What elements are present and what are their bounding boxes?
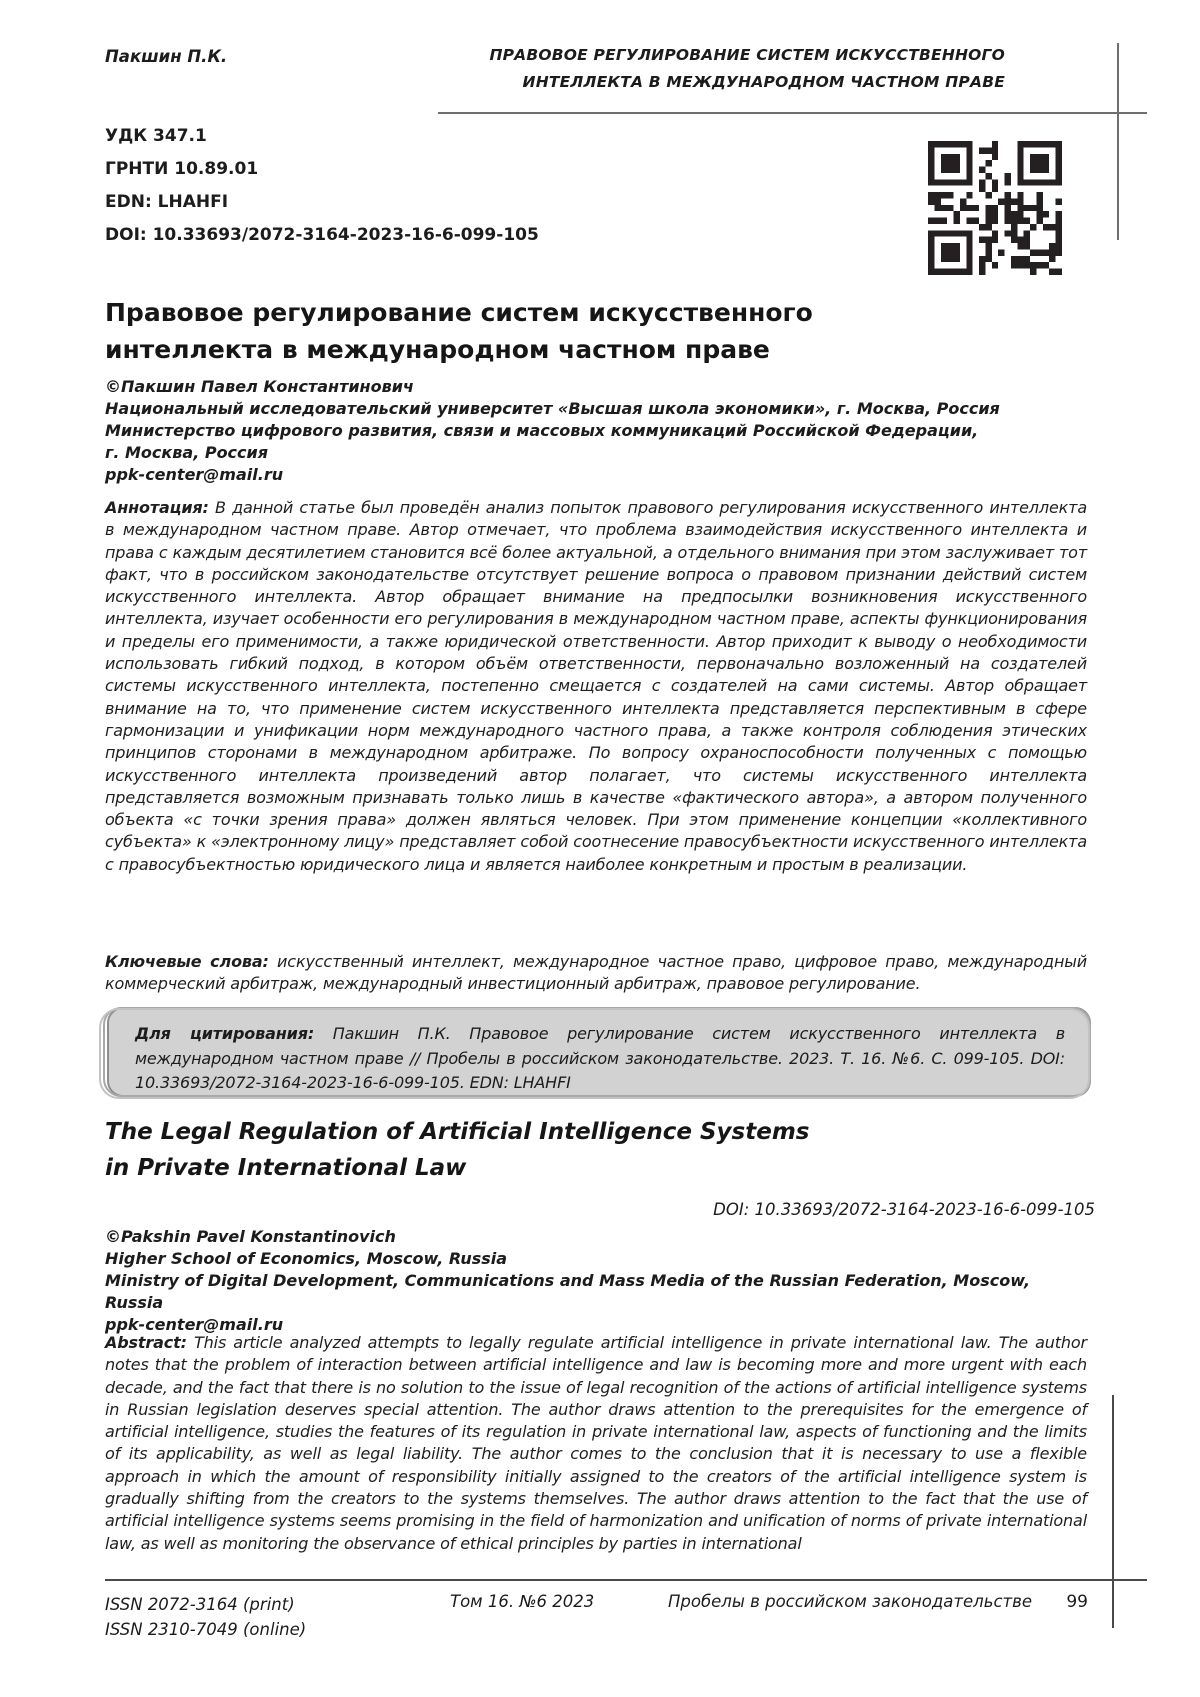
affiliation-ru-1: Национальный исследовательский университет «Высшая школа экономики», г. Москва, Россия	[105, 399, 1000, 418]
author-name-ru: ©Пакшин Павел Константинович	[105, 377, 414, 396]
article-title-en	[105, 1114, 810, 1186]
abstract-en-label: Abstract:	[105, 1333, 187, 1352]
affiliation-ru-3: г. Москва, Россия	[105, 443, 269, 462]
author-affiliation-en	[105, 1226, 1087, 1336]
citation-text: Пакшин П.К. Правовое регулирование систем искусственного интеллекта в международном частном праве // Пробелы в российском законодательстве. 2023. Т. 16. №6. С. 099-105. DOI: 10.33693/2072-3164-2023-16-6-099-105. EDN: LHAHFI	[135, 1024, 1065, 1092]
author-email: ppk-center@mail.ru	[105, 465, 284, 484]
affiliation-en-2: Ministry of Digital Development, Communications and Mass Media of the Russian Federation, Moscow, Russia	[105, 1271, 1031, 1312]
author-affiliation-ru	[105, 376, 1087, 486]
citation-label: Для цитирования:	[135, 1024, 315, 1043]
keywords-ru-label: Ключевые слова:	[105, 952, 269, 971]
abstract-ru-text: В данной статье был проведён анализ попыток правового регулирования искусственного интеллекта в международном частном праве. Автор отмечает, что проблема взаимодействия искусственного интеллекта и права с каждым десятилетием становится всё более актуальной, а отдельного внимания при этом заслуживает тот факт, что в российском законодательстве отсутствует решение вопроса о правовом признании действий систем искусственного интеллекта. Автор обращает внимание на предпосылки возникновения искусственного интеллекта, изучает особенности его регулирования в международном частном праве, аспекты функционирования и пределы его применимости, а также юридической ответственности. Автор приходит к выводу о необходимости использовать гибкий подход, в котором объём ответственности, первоначально возложенный на создателей системы искусственного интеллекта, постепенно смещается с создателей на сами системы. Автор обращает внимание на то, что применение систем искусственного интеллекта представляется перспективным в сфере гармонизации и унификации норм международного частного права, а также контроля соблюдения этических принципов сторонами в международном арбитраже. По вопросу охраноспособности полученных с помощью искусственного интеллекта произведений автор полагает, что системы искусственного интеллекта представляется возможным признавать только лишь в качестве «фактического автора», а автором полученного объекта «с точки зрения права» должен являться человек. При этом применение концепции «коллективного субъекта» к «электронному лицу» представляет собой соотнесение правосубъектности искусственного интеллекта с правосубъектностью юридического лица и является наиболее конкретным и простым в реализации.	[105, 498, 1087, 874]
running-head-author: Пакшин П.К.	[105, 47, 228, 66]
footer-journal-name: Пробелы в российском законодательстве	[668, 1592, 1033, 1611]
header-rule	[438, 112, 1147, 114]
article-identifiers	[105, 126, 539, 258]
article-title-ru	[105, 294, 813, 368]
issn-print: ISSN 2072-3164 (print)	[105, 1595, 295, 1614]
footer-rule	[105, 1579, 1147, 1581]
running-head-title-line1: ПРАВОВОЕ РЕГУЛИРОВАНИЕ СИСТЕМ ИСКУССТВЕННОГО	[489, 46, 1005, 64]
udc-code: УДК 347.1	[105, 126, 207, 146]
doi-en: DOI: 10.33693/2072-3164-2023-16-6-099-105	[713, 1200, 1095, 1219]
issn-online: ISSN 2310-7049 (online)	[105, 1620, 307, 1639]
bottom-right-vertical-rule	[1112, 1395, 1114, 1628]
abstract-ru	[105, 497, 1087, 876]
article-title-en-line1: The Legal Regulation of Artificial Intelligence Systems	[105, 1119, 810, 1145]
article-title-ru-line2: интеллекта в международном частном праве	[105, 335, 770, 364]
affiliation-ru-2: Министерство цифрового развития, связи и массовых коммуникаций Российской Федерации,	[105, 421, 979, 440]
running-head-title-line2: ИНТЕЛЛЕКТА В МЕЖДУНАРОДНОМ ЧАСТНОМ ПРАВЕ	[522, 73, 1005, 91]
edn-code: EDN: LHAHFI	[105, 192, 229, 212]
abstract-en-text: This article analyzed attempts to legally regulate artificial intelligence in private international law. The author notes that the problem of interaction between artificial intelligence and law is becoming more and more urgent with each decade, and the fact that there is no solution to the issue of legal recognition of the actions of artificial intelligence systems in Russian legislation deserves special attention. The author draws attention to the prerequisites for the emergence of artificial intelligence, studies the features of its regulation in private international law, aspects of functioning and the limits of its applicability, as well as legal liability. The author comes to the conclusion that it is necessary to use a flexible approach in which the amount of responsibility initially assigned to the creators of the artificial intelligence system is gradually shifting from the creators to the systems themselves. The author draws attention to the fact that the use of artificial intelligence systems seems promising in the field of harmonization and unification of norms of private international law, as well as monitoring the observance of ethical principles by parties in international	[105, 1333, 1087, 1553]
page-number: 99	[1066, 1592, 1088, 1612]
keywords-ru	[105, 951, 1087, 996]
top-right-vertical-rule	[1117, 43, 1119, 240]
doi-code: DOI: 10.33693/2072-3164-2023-16-6-099-105	[105, 225, 539, 245]
qr-code	[928, 141, 1062, 275]
footer-volume: Том 16. №6 2023	[450, 1592, 595, 1611]
running-head-title	[400, 42, 1005, 96]
article-title-en-line2: in Private International Law	[105, 1155, 467, 1181]
abstract-ru-label: Аннотация:	[105, 498, 209, 517]
abstract-en	[105, 1332, 1087, 1555]
affiliation-en-1: Higher School of Economics, Moscow, Russia	[105, 1249, 508, 1268]
author-email-en: ppk-center@mail.ru	[105, 1315, 284, 1334]
citation-paragraph	[109, 1009, 1089, 1096]
author-name-en: ©Pakshin Pavel Konstantinovich	[105, 1227, 396, 1246]
footer-issn	[105, 1592, 306, 1642]
keywords-ru-text: искусственный интеллект, международное частное право, цифровое право, международный коммерческий арбитраж, международный инвестиционный арбитраж, правовое регулирование.	[105, 952, 1087, 994]
article-title-ru-line1: Правовое регулирование систем искусственного	[105, 298, 813, 327]
grnti-code: ГРНТИ 10.89.01	[105, 159, 259, 179]
citation-box	[107, 1007, 1091, 1097]
